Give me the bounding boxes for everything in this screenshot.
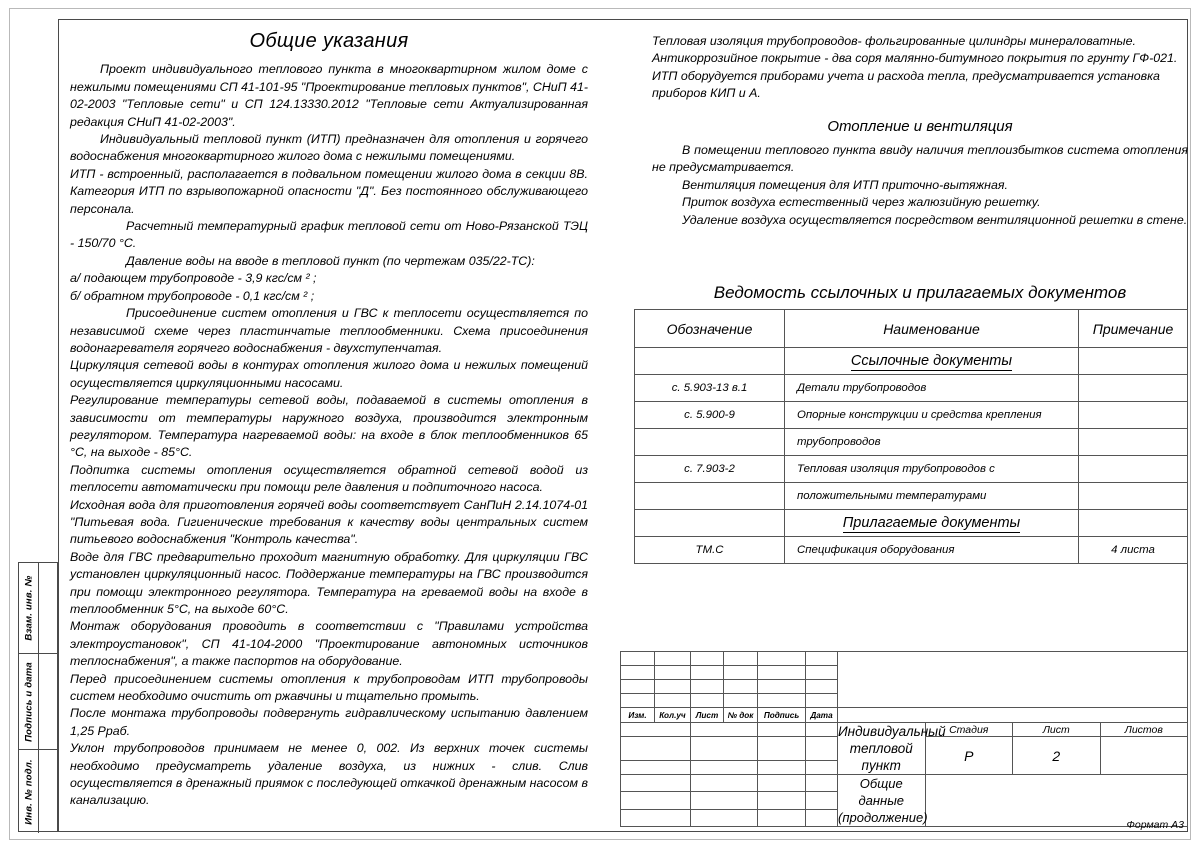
signature-date-cell (806, 723, 838, 737)
general-notes-column (70, 30, 588, 810)
cell-name (785, 348, 1079, 375)
table-row (635, 402, 1188, 429)
stage-header: Стадия (925, 723, 1013, 737)
signature-role-cell (621, 792, 691, 809)
margin-label-cell (19, 563, 39, 653)
signature-role-cell (621, 775, 691, 792)
note-paragraph: Перед присоединением системы отопления к трубопроводам ИТП трубопроводы систем необходимо очистить от ржавчины и тщательно промыть. (70, 671, 588, 704)
cell-designation (635, 429, 785, 456)
note-paragraph: В помещении теплового пункта ввиду наличия теплоизбытков система отопления не предусматривается. (652, 143, 1188, 175)
note-paragraph: Присоединение систем отопления и ГВС к теплосети осуществляется по независимой схеме через пластинчатые теплообменники. Схема присоединения водонагревателя горячего водоснабжения - двухступенчатая. (70, 306, 588, 355)
signature-name-cell (691, 775, 758, 792)
signature-sign-cell (758, 775, 806, 792)
signature-date-cell (806, 761, 838, 775)
revision-header-podpis: Подпись (758, 708, 806, 723)
object-name-line-1: Индивидуальный (838, 724, 946, 739)
revision-cell (806, 666, 838, 680)
note-paragraph: Воде для ГВС предварительно проходит магнитную обработку. Для циркуляции ГВС установлен циркуляционный насос. Поддержание температуры на ГВС производится при помощи электронного регулятора. Температура на греваемой воды на входе в теплообменник 5°С, на выходе 60°С. (70, 549, 588, 616)
signature-sign-cell (758, 761, 806, 775)
signature-role-cell (621, 809, 691, 826)
revision-cell (621, 666, 655, 680)
note-paragraph: Тепловая изоляция трубопроводов- фольгированные цилиндры минераловатные. (652, 34, 1136, 48)
cell-note (1079, 375, 1188, 402)
signature-date-cell (806, 809, 838, 826)
signature-sign-cell (758, 723, 806, 737)
sheets-header: Листов (1100, 723, 1188, 737)
sheet-value: 2 (1013, 737, 1101, 775)
margin-stamp-row-vzam (19, 563, 57, 654)
revision-header-koluch: Кол.уч (655, 708, 691, 723)
cell-name: Детали трубопроводов (785, 375, 1079, 402)
header-designation: Обозначение (635, 310, 785, 348)
note-paragraph: Монтаж оборудования проводить в соответствии с "Правилами устройства электроустановок", СП 41-104-2000 "Проектирование автономных источников теплоснабжения", а также паспортов на оборудование. (70, 619, 588, 669)
cell-designation (635, 348, 785, 375)
cell-name: Опорные конструкции и средства крепления (785, 402, 1079, 429)
note-paragraph-pressure-return: б/ обратном трубопроводе - 0,1 кгс/см ² ; (70, 288, 315, 303)
signature-sign-cell (758, 809, 806, 826)
note-paragraph: После монтажа трубопроводы подвергнуть гидравлическому испытанию давлением 1,25 Рраб. (70, 706, 588, 738)
sheet-name-line-2: (продолжение) (838, 810, 928, 825)
cell-note (1079, 510, 1188, 537)
table-row-group (635, 510, 1188, 537)
margin-value-cell (39, 750, 57, 833)
margin-value-cell (39, 563, 57, 653)
cell-designation (635, 510, 785, 537)
revision-cell (724, 652, 758, 666)
revision-cell (655, 652, 691, 666)
signature-date-cell (806, 792, 838, 809)
signature-name-cell (691, 761, 758, 775)
revision-cell (621, 694, 655, 708)
ref-table-title: Ведомость ссылочных и прилагаемых документов (713, 283, 1127, 302)
insulation-and-ventilation-column (652, 33, 1188, 229)
cell-designation: ТМ.С (635, 537, 785, 564)
note-paragraph: Антикоррозийное покрытие - два соря малянно-битумного покрытия по грунту ГФ-021. (652, 51, 1178, 66)
note-paragraph: ИТП - встроенный, располагается в подвальном помещении жилого дома в секции 8В. Категория ИТП по взрывопожарной опасности "Д". Без постоянного обслуживающего персонала. (70, 166, 588, 216)
revision-cell (691, 680, 724, 694)
title-block-upper-blank (838, 652, 1188, 708)
revision-cell (724, 694, 758, 708)
cell-designation: с. 5.903-13 в.1 (635, 375, 785, 402)
note-paragraph: ИТП оборудуется приборами учета и расхода тепла, предусматривается установка приборов КИП и А. (652, 68, 1160, 101)
revision-cell (655, 666, 691, 680)
signature-name-cell (691, 792, 758, 809)
title-block-table (620, 651, 1188, 827)
cell-note: 4 листа (1079, 537, 1188, 564)
note-paragraph: Вентиляция помещения для ИТП приточно-вытяжная. (682, 177, 1008, 192)
revision-cell (758, 666, 806, 680)
table-row-group (635, 348, 1188, 375)
stage-value: Р (925, 737, 1013, 775)
revision-header-ndok: № док (724, 708, 758, 723)
object-name-cell (838, 723, 946, 775)
cell-name: трубопроводов (785, 429, 1079, 456)
table-row (635, 429, 1188, 456)
margin-stamp-row-inv-podl (19, 750, 57, 833)
margin-stamp (18, 562, 58, 832)
note-paragraph: Циркуляция сетевой воды в контурах отопления жилого дома и нежилых помещений осуществляется циркуляционными насосами. (70, 358, 588, 390)
cell-name: положительными температурами (785, 483, 1079, 510)
table-header-row (635, 310, 1188, 348)
revision-header-izm: Изм. (621, 708, 655, 723)
table-row (635, 483, 1188, 510)
signature-sign-cell (758, 792, 806, 809)
page-title: Общие указания (249, 30, 409, 52)
sheet-name-line-1: Общие данные (858, 776, 905, 808)
note-paragraph: Удаление воздуха осуществляется посредством вентиляционной решетки в стене. (682, 212, 1188, 227)
revision-cell (806, 680, 838, 694)
title-block-divider-cell (838, 708, 1188, 723)
signature-name-cell (691, 737, 758, 761)
cell-designation: с. 5.900-9 (635, 402, 785, 429)
table-row (635, 375, 1188, 402)
signature-name-cell (691, 809, 758, 826)
group-label: Прилагаемые документы (842, 515, 1021, 531)
cell-name: Тепловая изоляция трубопроводов с (785, 456, 1079, 483)
note-paragraph: Уклон трубопроводов принимаем не менее 0, 002. Из верхних точек системы необходимо предусматреть удаление воздуха, из нижних - слив. Слив осуществляется в дренажный приямок с последующей откачкой дренажным насосом в канализацию. (70, 741, 588, 808)
revision-header-data: Дата (806, 708, 838, 723)
signature-role-cell (621, 737, 691, 761)
table-row (635, 456, 1188, 483)
revision-cell (758, 652, 806, 666)
header-note: Примечание (1079, 310, 1188, 348)
margin-label-inv-podl: Инв. № подл. (23, 758, 34, 825)
note-paragraph: Индивидуальный тепловой пункт (ИТП) предназначен для отопления и горячего водоснабжения многоквартирного жилого дома с нежилыми помещениями. (70, 132, 588, 164)
signature-row (621, 775, 1188, 792)
revision-cell (691, 694, 724, 708)
format-label: Формат А3 (1126, 819, 1184, 831)
margin-label-vzam-inv: Взам. инв. № (23, 575, 34, 641)
group-label: Ссылочные документы (850, 353, 1013, 369)
signature-role-cell (621, 723, 691, 737)
signature-name-cell (691, 723, 758, 737)
revision-cell (621, 680, 655, 694)
revision-cell (691, 652, 724, 666)
revision-cell (806, 652, 838, 666)
cell-designation (635, 483, 785, 510)
revision-header-list: Лист (691, 708, 724, 723)
note-paragraph: Проект индивидуального теплового пункта в многоквартирном жилом доме с нежилыми помещениями СП 41-101-95 "Проектирование тепловых пунктов", СНиП 41-02-2003 "Тепловые сети" и СП 124.13330.2012 "Тепловые сети Актуализированная редакция СНиП 41-02-2003". (70, 62, 588, 129)
cell-name (785, 510, 1079, 537)
cell-name: Спецификация оборудования (785, 537, 1079, 564)
note-paragraph: Исходная вода для приготовления горячей воды соответствует СанПиН 2.14.1074-01 "Питьевая вода. Гигиенические требования к качеству воды центральных систем питьевого водоснабжения "Контроль качества". (70, 497, 588, 547)
margin-label-cell (19, 750, 39, 833)
sheet-name-cell (838, 775, 926, 827)
revision-cell (655, 680, 691, 694)
revision-cell (758, 680, 806, 694)
note-paragraph: Подпитка системы отопления осуществляется обратной сетевой водой из теплосети автоматически при помощи реле давления и подпиточного насоса. (70, 462, 588, 495)
revision-cell (655, 694, 691, 708)
sheets-value (1100, 737, 1188, 775)
section-title-heating-ventilation: Отопление и вентиляция (827, 117, 1013, 135)
title-block (620, 651, 1188, 832)
revision-cell (806, 694, 838, 708)
cell-note (1079, 429, 1188, 456)
note-paragraph: Расчетный температурный график тепловой сети от Ново-Рязанской ТЭЦ - 150/70 °С. (70, 219, 588, 251)
revision-row (621, 652, 1188, 666)
margin-stamp-row-podpis (19, 654, 57, 750)
revision-cell (724, 680, 758, 694)
header-name: Наименование (785, 310, 1079, 348)
cell-note (1079, 456, 1188, 483)
revision-cell (621, 652, 655, 666)
signature-row (621, 723, 1188, 737)
object-name-line-2: тепловой пункт (849, 741, 913, 773)
margin-label-cell (19, 654, 39, 749)
table-row (635, 537, 1188, 564)
cell-note (1079, 402, 1188, 429)
revision-cell (758, 694, 806, 708)
signature-sign-cell (758, 737, 806, 761)
margin-label-podpis-i-data: Подпись и дата (23, 661, 34, 742)
signature-role-cell (621, 761, 691, 775)
reference-documents-table (634, 309, 1188, 564)
note-paragraph: Приток воздуха естественный через жалюзийную решетку. (682, 195, 1041, 210)
margin-value-cell (39, 654, 57, 749)
signature-date-cell (806, 737, 838, 761)
revision-header-row (621, 708, 1188, 723)
cell-note (1079, 348, 1188, 375)
sheet-header: Лист (1013, 723, 1101, 737)
signature-date-cell (806, 775, 838, 792)
revision-cell (691, 666, 724, 680)
note-paragraph: Регулирование температуры сетевой воды, подаваемой в системы отопления в зависимости от температуры наружного воздуха, производится электронным регулятором. Температура нагреваемой воды: на входе в блок теплообменников 65 °С, на выходе - 85°С. (70, 393, 588, 460)
cell-designation: с. 7.903-2 (635, 456, 785, 483)
note-paragraph-pressure-supply: а/ подающем трубопроводе - 3,9 кгс/см ² ; (70, 271, 317, 286)
cell-note (1079, 483, 1188, 510)
revision-cell (724, 666, 758, 680)
note-paragraph: Давление воды на вводе в тепловой пункт (по чертежам 035/22-ТС): (126, 253, 535, 268)
